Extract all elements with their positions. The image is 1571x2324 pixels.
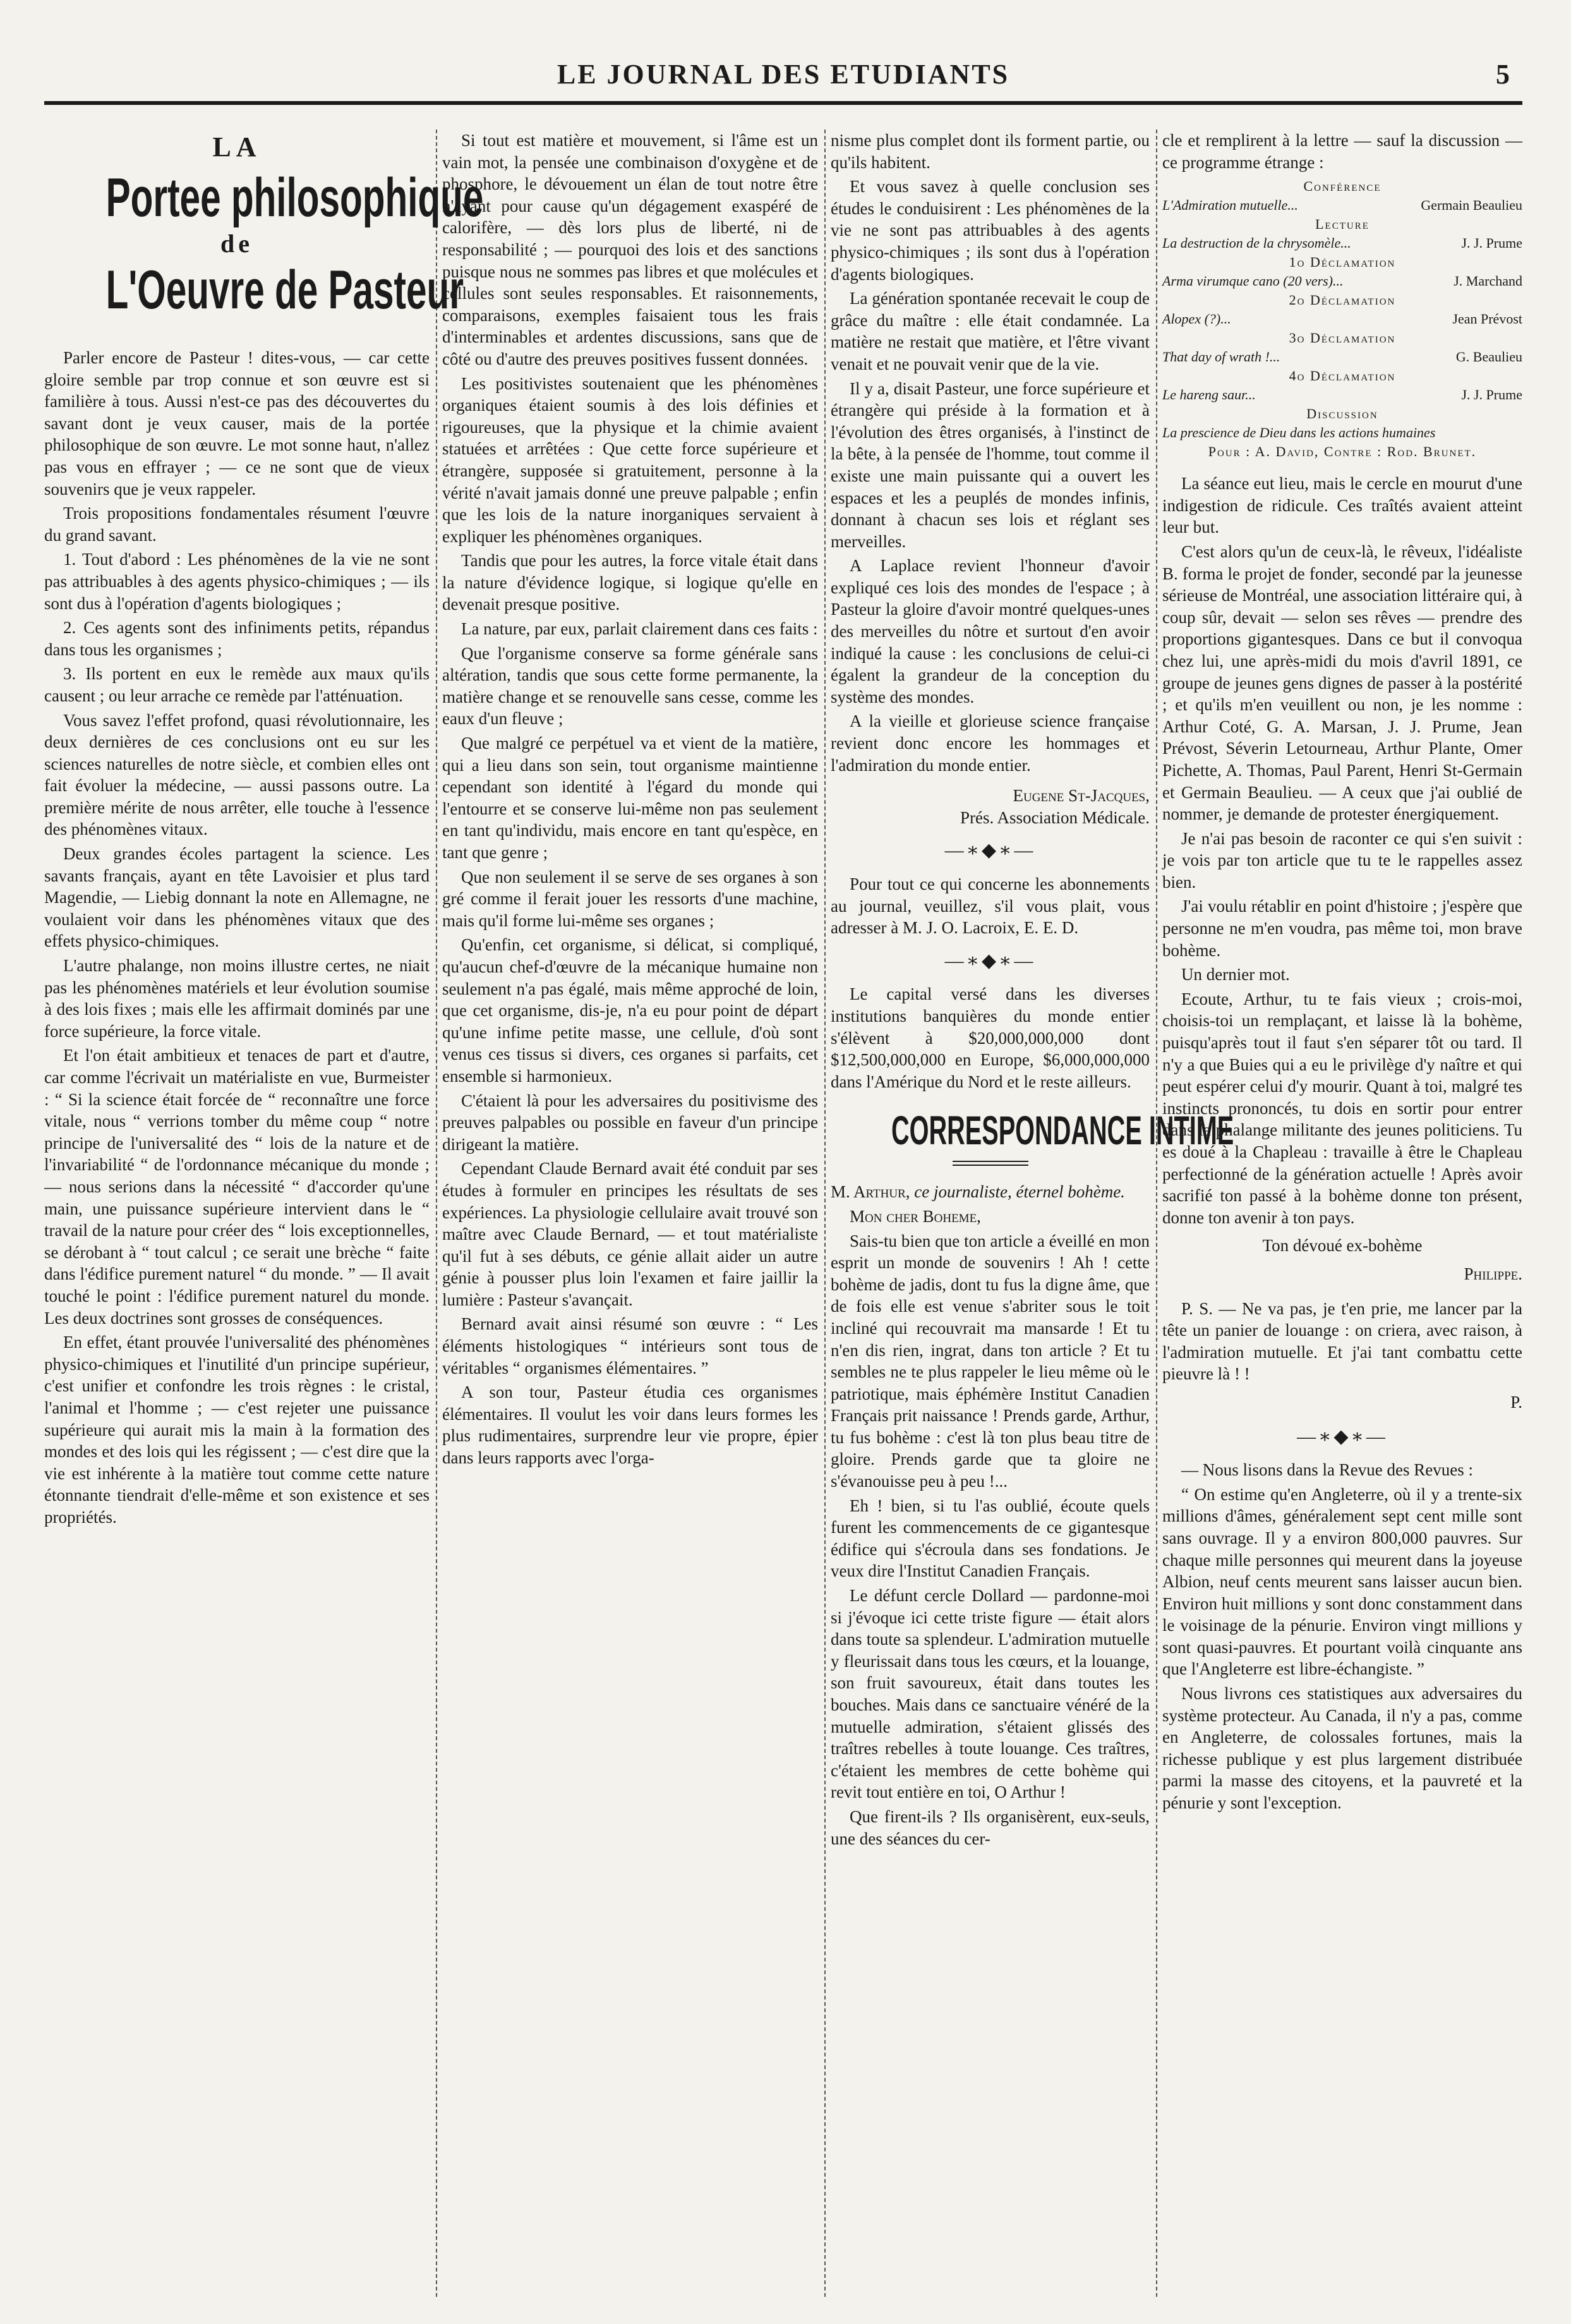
program-heading: Conférence [1303, 178, 1381, 195]
paragraph: Que malgré ce perpétuel va et vient de la matière, qui a lieu dans son sein, tout organisme maintienne cependant son identité à l'égard du monde qui l'entourre et se conserve lui-même non pas seulement en tant qu'individu, mais encore en tant qu'espèce, en tant que genre ; [442, 734, 818, 862]
program-item: That day of wrath !... G. Beaulieu [1162, 349, 1522, 365]
column-2 [442, 130, 818, 2297]
paragraph: Si tout est matière et mouvement, si l'âme est un vain mot, la pensée une combinaison d'oxygène et de phosphore, le dévouement un élan de tout notre être n'ayant pour cause qu'un dégagement exaspéré de calorifère, — dès lors plus de liberté, ni de responsabilité ; — pourquoi des lois et des sanctions puisque nous ne sommes pas libres et que molécules et cellules sont seules responsables. Et raisonnements, comparaisons, exemples faisaient tous les frais d'interminables et ardentes discussions, sans que de côté ou d'autre des preuves positives fussent données. [442, 131, 818, 368]
paragraph: Et vous savez à quelle conclusion ses études le conduisirent : Les phénomènes de la vie ne sont pas attribuables à des agents physico-chimiques ; ils sont dus à l'opération d'agents biologiques. [831, 177, 1150, 284]
paragraph: Que non seulement il se serve de ses organes à son gré comme il ferait jouer les ressorts d'une machine, mais qu'il forme lui-même ses organes ; [442, 867, 818, 930]
paragraph: 2. Ces agents sont des infiniments petits, répandus dans tous les organismes ; [44, 618, 430, 659]
column-divider [436, 130, 437, 2297]
paragraph: nisme plus complet dont ils forment partie, ou qu'ils habitent. [831, 131, 1150, 172]
page-number: 5 [1496, 59, 1510, 90]
paragraph: Sais-tu bien que ton article a éveillé en mon esprit un monde de souvenirs ! Ah ! cette bohème de jadis, dont tu fus la digne âme, que de fois elle est venue s'abriter sous le toit incliné qui recouvrait ma mansarde ! Et tu n'en dis rien, ingrat, dans ton article ? Et tu sembles ne te plus rappeler le lieu même où le patriotique, mais éphémère Institut Canadien Français prit naissance ! Prends garde, Arthur, tu fus bohème : c'est là ton plus beau titre de gloire. Prends garde que ta gloire ne s'évanouisse peu à peu !... [831, 1231, 1150, 1491]
subscription-notice: Pour tout ce qui concerne les abonnements au journal, veuillez, s'il vous plait, vous adresser à M. J. O. Lacroix, E. E. D. [831, 875, 1150, 938]
paragraph: En effet, étant prouvée l'universalité des phénomènes physico-chimiques et l'inutilité d'un principe supérieur, c'est unifier et confondre les trois règnes : le cristal, l'animal et l'homme ; — c'est rejeter une puissance supérieure qui aurait mis la main à la formation des mondes et des lois qui les régissent ; — c'est dire que la vie est inhérente à la matière tout comme cette nature étonnante tiendrait d'elle-même et son existence et ses propriétés. [44, 1333, 430, 1527]
letter-closing: Ton dévoué ex-bohème [1262, 1236, 1423, 1256]
capital-notice: Le capital versé dans les diverses institutions banquières du monde entier s'élèvent à $20,000,000,000 dont $12,500,000,000 en Europe, $6,000,000,000 dans l'Amérique du Nord et le reste ailleurs. [831, 984, 1150, 1091]
article-signature: Eugene St-Jacques, [1013, 786, 1150, 806]
program-item: L'Admiration mutuelle... Germain Beaulieu [1162, 197, 1522, 214]
program-heading: 2o Déclamation [1289, 292, 1396, 308]
program-heading: Lecture [1315, 216, 1369, 233]
running-header [44, 58, 1522, 102]
article-kicker: LA [212, 131, 262, 162]
paragraph: 1. Tout d'abord : Les phénomènes de la vie ne sont pas attribuables à des agents physico-chimiques ; — ils sont dus à l'opération d'agents biologiques ; [44, 550, 430, 613]
program-heading: 3o Déclamation [1289, 330, 1396, 346]
paragraph: C'étaient là pour les adversaires du positivisme des preuves palpables ou possible en faveur d'un principe dirigeant la matière. [442, 1091, 818, 1154]
paragraph: Cependant Claude Bernard avait été conduit par ses études à formuler en principes les résultats de ses expériences. La physiologie cellulaire avait trouvé son maître avec Claude Bernard, — et tout matérialiste qu'il fut à ses débuts, ce génie allait aider un autre génie à pousser plus loin l'examen et faire jaillir la lumière : Pasteur s'avançait. [442, 1159, 818, 1309]
paragraph: Vous savez l'effet profond, quasi révolutionnaire, les deux dernières de ces conclusions ont eu sur les sciences naturelles de notre siècle, et combien elles ont fait évoluer la médecine, — aussi passons outre. La première mérite de nous arrêter, elle touche à l'essence des phénomènes vitaux. [44, 710, 430, 839]
paragraph: Tandis que pour les autres, la force vitale était dans la nature d'évidence logique, si logique qu'elle en devenait presque positive. [442, 551, 818, 614]
paragraph: Nous livrons ces statistiques aux adversaires du système protecteur. Au Canada, il n'y a pas, comme en Angleterre, de colossales fortunes, mais la richesse publique y est plus largement distribuée parmi la masse des citoyens, et la pauvreté et la pénurie y sont l'exception. [1162, 1684, 1522, 1813]
section-divider: —∗◆∗— [944, 840, 1036, 861]
column-divider [1156, 130, 1157, 2297]
paragraph: J'ai voulu rétablir en point d'histoire ; j'espère que personne ne m'en voudra, pas même toi, mon brave bohème. [1162, 897, 1522, 960]
correspondance-heading: CORRESPONDANCE INTIME [891, 1108, 1234, 1154]
article-title-de: de [220, 229, 253, 258]
program-item: La prescience de Dieu dans les actions humaines [1162, 425, 1436, 441]
letter-salutation: Mon cher Boheme, [850, 1206, 981, 1226]
paragraph: Eh ! bien, si tu l'as oublié, écoute quels furent les commencements de ce gigantesque édifice qui s'écroula dans ses fondations. Je veux dire l'Institut Canadien Français. [831, 1496, 1150, 1581]
paragraph: Que firent-ils ? Ils organisèrent, eux-seuls, une des séances du cer- [831, 1807, 1150, 1848]
letter-recipient-role: ce journaliste, éternel bohème. [914, 1182, 1125, 1202]
program-item: Le hareng saur... J. J. Prume [1162, 387, 1522, 403]
article-title-line-2: L'Oeuvre de Pasteur [105, 260, 464, 320]
column-divider [824, 130, 826, 2297]
paragraph: La séance eut lieu, mais le cercle en mourut d'une indigestion de ridicule. Ces traîtés avaient atteint leur but. [1162, 474, 1522, 537]
paragraph: Un dernier mot. [1181, 965, 1290, 984]
program-heading: 4o Déclamation [1289, 368, 1396, 384]
paragraph: Bernard avait ainsi résumé son œuvre : “ Les éléments histologiques “ intérieurs sont tous de véritables “ organismes élémentaires. ” [442, 1314, 818, 1377]
postscript: P. S. — Ne va pas, je t'en prie, me lancer par la tête un panier de louange : on criera, avec raison, à l'admiration mutuelle. Et j'ai tant combattu cette pieuvre là ! ! [1162, 1298, 1522, 1384]
program-item: La destruction de la chrysomèle... J. J. Prume [1162, 235, 1522, 251]
paragraph: Qu'enfin, cet organisme, si délicat, si compliqué, qu'aucun chef-d'œuvre de la mécanique humaine non seulement n'a pas égalé, mais même approché de loin, que cet organisme, dis-je, n'a eu pour point de départ qu'une infime petite masse, une cellule, d'où sont venus ces tissus si divers, ces organes si parfaits, cet ensemble si harmonieux. [442, 935, 818, 1086]
program-pour-contre: Pour : A. David, Contre : Rod. Brunet. [1208, 444, 1477, 460]
column-1 [44, 130, 484, 2297]
revue-lead: — Nous lisons dans la Revue des Revues : [1181, 1460, 1473, 1480]
section-divider: —∗◆∗— [944, 950, 1036, 971]
section-divider: —∗◆∗— [1297, 1425, 1388, 1447]
paragraph: Parler encore de Pasteur ! dites-vous, — car cette gloire semble par trop connue et son œuvre est si familière à tous. Aussi n'est-ce pas des découvertes du savant dont je veux causer, mais de la portée philosophique de son œuvre. Le mot sonne haut, n'allez pas vous en effrayer ; — ce ne sont que de vieux souvenirs que je veux rappeler. [44, 348, 430, 499]
program-item: Arma virumque cano (20 vers)... J. Marchand [1162, 273, 1522, 289]
program-heading: Discussion [1306, 406, 1378, 422]
article-signature-title: Prés. Association Médicale. [960, 808, 1150, 827]
paragraph: Trois propositions fondamentales résument l'œuvre du grand savant. [44, 504, 430, 545]
paragraph: Les positivistes soutenaient que les phénomènes organiques étaient soumis à des lois définies et rigoureuses, que la physique et la chimie avaient statuées et arrêtées : Que cette force supérieure et étrangère, supposée si gratuitement, personne à la vérité n'avait jamais donné une preuve palpable ; enfin que les lois de la nature inorganiques servaient à expliquer les phénomènes organiques. [442, 373, 818, 546]
paragraph: Ecoute, Arthur, tu te fais vieux ; crois-moi, choisis-toi un remplaçant, et laisse là la bohème, puisqu'après tout il faut s'en séparer tôt ou tard. Il n'y a que Buies qui a eu le privilège d'y naître et qui peut espérer celui d'y mourir. Quant à toi, malgré tes instincts prononcés, tu dois en sortir pour entrer dans la phalange militante des jeunes politiciens. Tu es doué à la Chapleau : travaille à être le Chapleau perfectionné de la génération actuelle ! Après avoir sacrifié ton passé à la bohème donne ton présent, donne ton avenir à ton pays. [1162, 989, 1522, 1227]
header-rule [44, 101, 1522, 105]
paragraph: Il y a, disait Pasteur, une force supérieure et étrangère qui préside à la formation et à l'évolution des êtres organisés, à l'instinct de la bête, à la pensée de l'homme, tout comme il existe une main puissante qui a ouvert les espaces et les a peuplés de mondes infinis, donnant à chacun ses lois et réglant ses merveilles. [831, 378, 1150, 551]
newspaper-title: LE JOURNAL DES ETUDIANTS [557, 59, 1010, 90]
paragraph: “ On estime qu'en Angleterre, où il y a trente-six millions d'âmes, généralement sept cent mille sont sans ouvrage. Il y a environ 800,000 pauvres. Sur chaque mille personnes qui meurent dans la joyeuse Albion, neuf cents meurent sans laisser aucun bien. Environ huit millions y sont donc constamment dans le voisinage de la pénurie. Environ vingt millions y sont quasi-pauvres. Et pourtant voilà cinquante ans que l'Angleterre est libre-échangiste. ” [1162, 1484, 1522, 1679]
paragraph: Deux grandes écoles partagent la science. Les savants français, ayant en tête Lavoisier et plus tard Magendie, — Liebig donnant la note en Allemagne, ne voulaient voir dans les phénomènes vitaux que des effets physico-chimiques. [44, 844, 430, 951]
paragraph: La nature, par eux, parlait clairement dans ces faits : [461, 619, 818, 639]
letter-address [831, 1181, 1150, 1203]
article-title-line-1: Portee philosophique [105, 167, 484, 228]
program-list [1162, 177, 1522, 461]
paragraph: C'est alors qu'un de ceux-là, le rêveux, l'idéaliste B. forma le projet de fonder, secondé par la jeunesse sérieuse de Montréal, une association littéraire qui, à coup sûr, devait — selon ses rêves — prendre des proportions gigantesques. Dans ce but il convoqua chez lui, une après-midi du mois d'avril 1891, ce groupe de jeunes gens dignes de passer à la postérité ; et qu'ils m'en veuillent ou non, je les nomme : Arthur Coté, G. A. Marsan, J. J. Prume, Jean Prévost, Séverin Letourneau, Arthur Plante, Omer Pichette, A. Thomas, Paul Parent, Henri St-Germain et Germain Beaulieu. — A ceux que j'ai oublié de nommer, je demande de protester énergiquement. [1162, 542, 1522, 824]
paragraph: A Laplace revient l'honneur d'avoir expliqué ces lois des mondes de l'espace ; à Pasteur la gloire d'avoir montré quelques-unes des merveilles du nôtre et surtout d'en avoir indiqué la cause : les conclusions de celui-ci égalent la grandeur de la conception du système des mondes. [831, 556, 1150, 706]
program-heading: 1o Déclamation [1289, 254, 1396, 270]
postscript-sign: P. [1510, 1392, 1522, 1412]
program-item: Alopex (?)... Jean Prévost [1162, 311, 1522, 327]
paragraph: La génération spontanée recevait le coup de grâce du maître : elle était condamnée. La matière ne restait que matière, et l'être vivant venait et ne pouvait venir que de la vie. [831, 289, 1150, 373]
letter-recipient: M. Arthur, [831, 1182, 910, 1202]
paragraph: Et l'on était ambitieux et tenaces de part et d'autre, car comme l'écrivait un matérialiste en vue, Burmeister : “ Si la science était forcée de “ reconnaître une force vitale, nous “ verrions tomber du même coup “ notre principe de l'universalité des “ lois de la nature et de l'invariabilité “ de l'ordonnance mécanique du monde ; — nous serions dans la nécessité “ d'accorder qu'une main, une puissance supérieure intervient dans le “ travail de la nature pour créer des “ lois exceptionnelles, se dérobant à “ tout calcul ; ce serait une brèche “ faite dans l'édifice purement naturel “ du monde. ” — Il avait touché le point : l'édifice purement naturel du monde. Les deux doctrines sont grosses de conséquences. [44, 1046, 430, 1328]
paragraph: A son tour, Pasteur étudia ces organismes élémentaires. Il voulut les voir dans leurs formes les plus rudimentaires, surprendre leur vie propre, épier dans leurs rapports avec l'orga- [442, 1383, 818, 1468]
column-3 [831, 130, 1234, 2297]
paragraph: Je n'ai pas besoin de raconter ce qui s'en suivit : je vois par ton article que tu te le rappelles assez bien. [1162, 828, 1522, 892]
paragraph: cle et remplirent à la lettre — sauf la discussion — ce programme étrange : [1162, 131, 1522, 172]
paragraph: L'autre phalange, non moins illustre certes, ne niait pas les phénomènes matériels et leur évolution soumise à des lois fixes ; mais elle les affirmait dominés par une force supérieure, la force vitale. [44, 956, 430, 1041]
paragraph: 3. Ils portent en eux le remède aux maux qu'ils causent ; ou leur arrache ce remède par l'atténuation. [44, 664, 430, 705]
paragraph: A la vieille et glorieuse science française revient donc encore les hommages et l'admiration du monde entier. [831, 711, 1150, 775]
column-4 [1162, 130, 1522, 2297]
paragraph: Que l'organisme conserve sa forme générale sans altération, tandis que sous cette forme permanente, la matière change et se renouvelle sans cesse, comme les eaux d'un fleuve ; [442, 643, 818, 729]
letter-signoff: Philippe. [1464, 1264, 1522, 1283]
paragraph: Le défunt cercle Dollard — pardonne-moi si j'évoque ici cette triste figure — était alors dans toute sa splendeur. L'admiration mutuelle y fleurissait dans tous les cœurs, et la louange, son fruit savoureux, était dans toutes les bouches. Mais dans ce sanctuaire vénéré de la mutuelle admiration, s'étaient glissés des traîtres rebelles à toute louange. Ces traîtres, c'étaient les membres de cette bohème qui revit tout entière en toi, O Arthur ! [831, 1586, 1150, 1802]
heading-rule [953, 1161, 1028, 1166]
